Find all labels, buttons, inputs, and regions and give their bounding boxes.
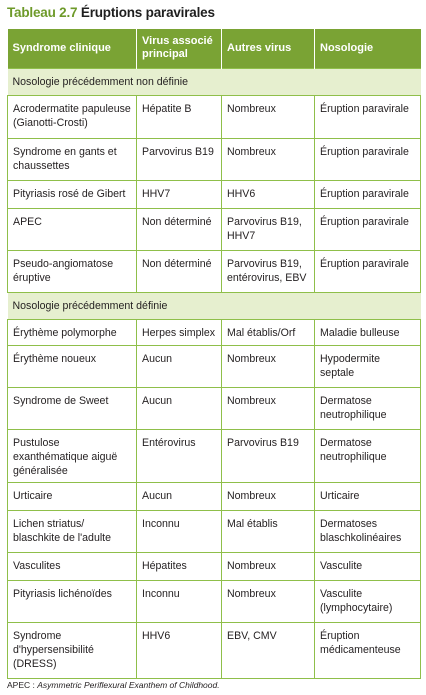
- cell-syndrome: Syndrome en gants et chaussettes: [8, 138, 137, 180]
- cell-virus: Inconnu: [137, 510, 222, 552]
- cell-syndrome: Syndrome de Sweet: [8, 387, 137, 429]
- cell-virus: Non déterminé: [137, 208, 222, 250]
- table-row: [8, 319, 421, 345]
- cell-virus: HHV6: [137, 622, 222, 678]
- cell-autres: HHV6: [222, 180, 315, 208]
- cell-syndrome: Pustulose exanthématique aiguë généralisée: [8, 429, 137, 482]
- cell-virus: Inconnu: [137, 580, 222, 622]
- cell-syndrome: Acrodermatite papuleuse (Gianotti-Crosti): [8, 95, 137, 138]
- cell-autres: Parvovirus B19, entérovirus, EBV: [222, 250, 315, 292]
- section-row: [8, 292, 421, 319]
- table-row: [8, 552, 421, 580]
- cell-syndrome: Urticaire: [8, 482, 137, 510]
- cell-nosologie: Hypodermite septale: [315, 345, 421, 387]
- cell-nosologie: Urticaire: [315, 482, 421, 510]
- header-syndrome: Syndrome clinique: [8, 29, 137, 68]
- cell-autres: EBV, CMV: [222, 622, 315, 678]
- header-virus-principal: Virus associé principal: [137, 29, 222, 68]
- table-number: Tableau 2.7: [7, 5, 78, 20]
- cell-virus: HHV7: [137, 180, 222, 208]
- cell-autres: Nombreux: [222, 387, 315, 429]
- cell-syndrome: APEC: [8, 208, 137, 250]
- cell-nosologie: Éruption paravirale: [315, 208, 421, 250]
- cell-virus: Aucun: [137, 345, 222, 387]
- cell-syndrome: Érythème noueux: [8, 345, 137, 387]
- cell-virus: Aucun: [137, 387, 222, 429]
- table-row: [8, 429, 421, 482]
- cell-autres: Nombreux: [222, 552, 315, 580]
- cell-nosologie: Maladie bulleuse: [315, 319, 421, 345]
- footnote-abbr: APEC :: [7, 680, 35, 690]
- header-row: [8, 29, 421, 68]
- cell-nosologie: Éruption paravirale: [315, 138, 421, 180]
- cell-nosologie: Éruption paravirale: [315, 180, 421, 208]
- cell-autres: Nombreux: [222, 138, 315, 180]
- cell-virus: Parvovirus B19: [137, 138, 222, 180]
- cell-autres: Nombreux: [222, 482, 315, 510]
- cell-virus: Aucun: [137, 482, 222, 510]
- table-row: [8, 387, 421, 429]
- cell-virus: Herpes simplex: [137, 319, 222, 345]
- cell-nosologie: Dermatoses blaschkolinéaires: [315, 510, 421, 552]
- table-row: [8, 580, 421, 622]
- cell-virus: Non déterminé: [137, 250, 222, 292]
- section-label: Nosologie précédemment définie: [8, 292, 421, 319]
- cell-autres: Parvovirus B19, HHV7: [222, 208, 315, 250]
- cell-nosologie: Vasculite: [315, 552, 421, 580]
- table-row: [8, 250, 421, 292]
- cell-autres: Nombreux: [222, 95, 315, 138]
- table-row: [8, 622, 421, 678]
- cell-syndrome: Pseudo-angiomatose éruptive: [8, 250, 137, 292]
- header-autres-virus: Autres virus: [222, 29, 315, 68]
- cell-autres: Nombreux: [222, 345, 315, 387]
- cell-syndrome: Pityriasis rosé de Gibert: [8, 180, 137, 208]
- table-row: [8, 208, 421, 250]
- table-row: [8, 510, 421, 552]
- cell-syndrome: Érythème polymorphe: [8, 319, 137, 345]
- cell-nosologie: Vasculite (lymphocytaire): [315, 580, 421, 622]
- section-label: Nosologie précédemment non définie: [8, 68, 421, 95]
- table-row: [8, 345, 421, 387]
- cell-virus: Entérovirus: [137, 429, 222, 482]
- section-row: [8, 68, 421, 95]
- cell-nosologie: Éruption paravirale: [315, 95, 421, 138]
- cell-autres: Mal établis/Orf: [222, 319, 315, 345]
- footnote: [7, 680, 220, 690]
- cell-virus: Hépatites: [137, 552, 222, 580]
- header-nosologie: Nosologie: [315, 29, 421, 68]
- eruptions-table: [7, 29, 421, 679]
- cell-syndrome: Pityriasis lichénoïdes: [8, 580, 137, 622]
- footnote-text: Asymmetric Periflexural Exanthem of Childhood.: [37, 680, 220, 690]
- cell-nosologie: Dermatose neutrophilique: [315, 387, 421, 429]
- table-title: [7, 5, 215, 20]
- cell-syndrome: Vasculites: [8, 552, 137, 580]
- cell-autres: Nombreux: [222, 580, 315, 622]
- cell-syndrome: Lichen striatus/ blaschkite de l'adulte: [8, 510, 137, 552]
- table-row: [8, 95, 421, 138]
- cell-nosologie: Dermatose neutrophilique: [315, 429, 421, 482]
- cell-syndrome: Syndrome d'hypersensibilité (DRESS): [8, 622, 137, 678]
- cell-virus: Hépatite B: [137, 95, 222, 138]
- cell-nosologie: Éruption médicamenteuse: [315, 622, 421, 678]
- table-name: Éruptions paravirales: [80, 5, 215, 20]
- table-row: [8, 138, 421, 180]
- cell-autres: Mal établis: [222, 510, 315, 552]
- cell-nosologie: Éruption paravirale: [315, 250, 421, 292]
- table-row: [8, 482, 421, 510]
- table-row: [8, 180, 421, 208]
- cell-autres: Parvovirus B19: [222, 429, 315, 482]
